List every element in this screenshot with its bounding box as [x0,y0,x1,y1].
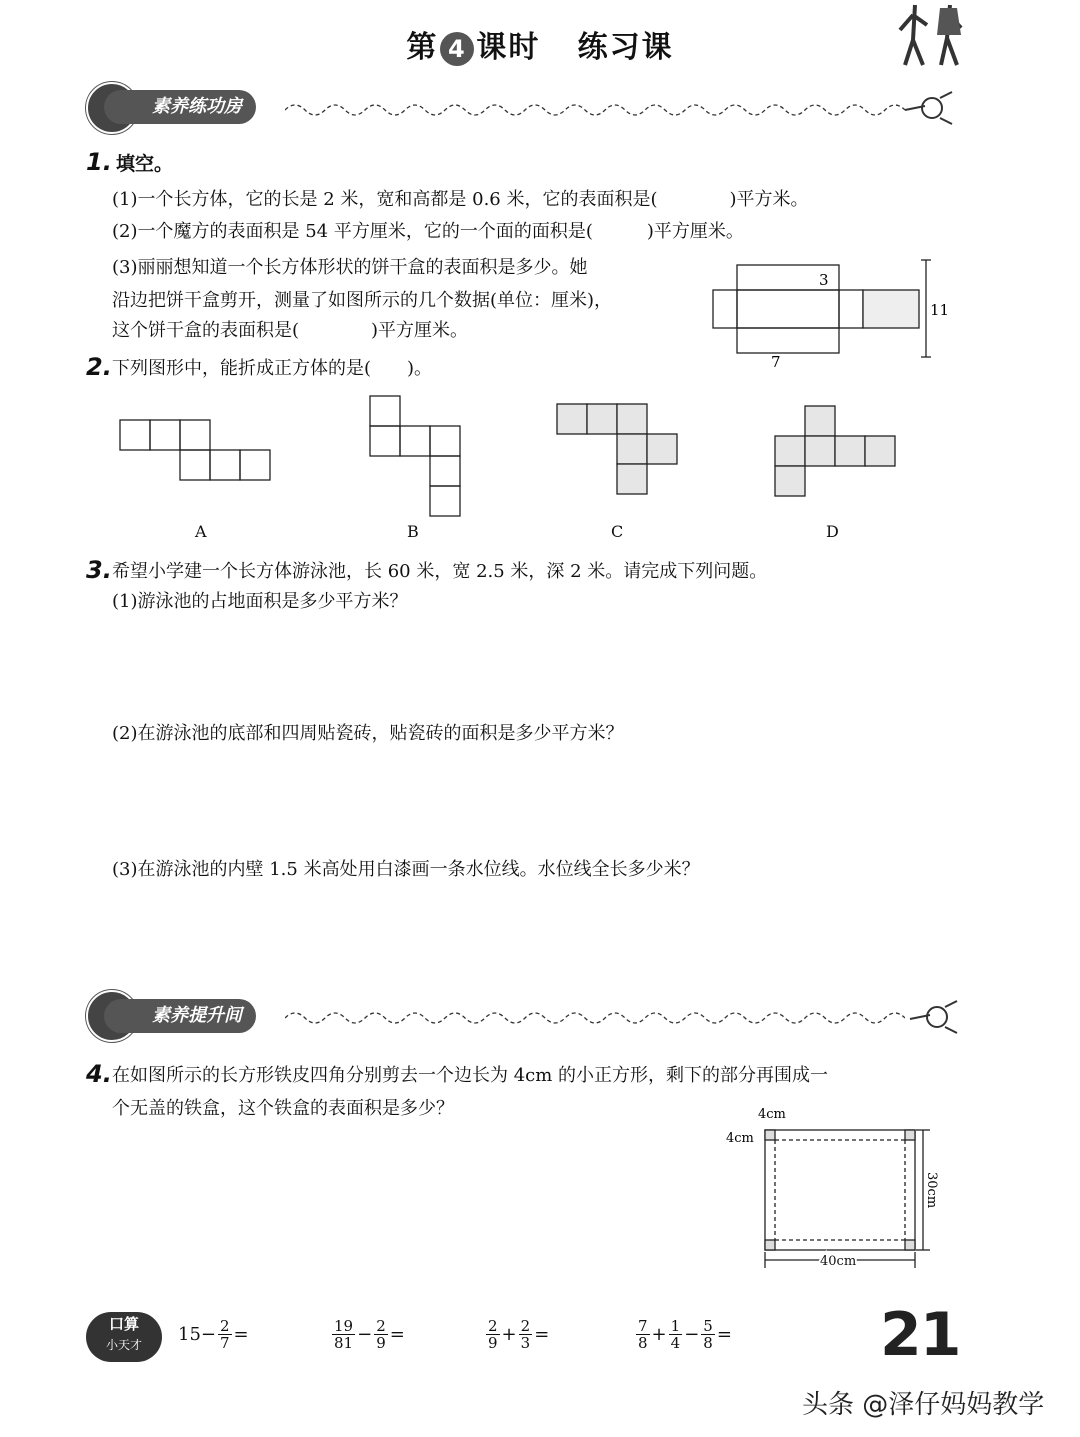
watermark: 头条 @泽仔妈妈教学 [802,1390,1045,1420]
net-option-a [120,420,270,480]
q4-line-2: 个无盖的铁盒，这个铁盒的表面积是多少？ [112,1098,454,1119]
q3-sub-2: (2)在游泳池的底部和四周贴瓷砖，贴瓷砖的面积是多少平方米？ [112,723,624,744]
p4-op2: − [684,1324,700,1345]
p3-bd: 3 [520,1334,531,1352]
section1-wavy-divider [285,95,905,125]
p4-cn: 5 [703,1317,713,1335]
oral-calc-badge [86,1312,162,1362]
oral-problem-1 [178,1318,249,1351]
q3-sub-3: (3)在游泳池的内壁 1.5 米高处用白漆画一条水位线。水位线全长多少米？ [112,859,700,880]
q3-number: 3. [86,556,112,584]
net-label-7: 7 [771,353,781,371]
oral-problem-2 [330,1318,405,1351]
q3-text: 希望小学建一个长方体游泳池，长 60 米，宽 2.5 米，深 2 米。请完成下列问题。 [112,561,768,582]
q2-number: 2. [86,353,112,381]
q4-number: 4. [86,1060,112,1088]
q3-sub-1: (1)游泳池的占地面积是多少平方米？ [112,591,408,612]
p2-bn: 2 [376,1317,386,1335]
cube-nets-figures [110,390,930,520]
p3-bn: 2 [520,1317,531,1335]
q1-item-1: (1)一个长方体，它的长是 2 米，宽和高都是 0.6 米，它的表面积是( )平方米。 [112,189,809,210]
section2-banner: 素养提升间 [104,999,256,1033]
net-label-11: 11 [930,301,950,319]
p2-an: 19 [334,1317,354,1335]
section2-wavy-divider [285,1003,905,1033]
q1-number: 1. [86,148,112,176]
oral-problem-3 [484,1318,549,1351]
students-illustration-icon [895,0,975,70]
oral-badge-top: 口算 [108,1315,139,1333]
p2-frac-a [332,1318,355,1351]
q1-item-3-line1: (3)丽丽想知道一个长方体形状的饼干盒的表面积是多少。她 [112,257,588,278]
p1-op: − [200,1324,216,1345]
lesson-number-badge: 4 [440,32,474,66]
p4-cd: 8 [703,1334,713,1352]
option-b-label: B [407,522,419,541]
q1-item-2: (2)一个魔方的表面积是 54 平方厘米，它的一个面的面积是( )平方厘米。 [112,221,744,242]
p1-fn: 2 [220,1317,230,1335]
q1-item-3-line3: 这个饼干盒的表面积是( )平方厘米。 [112,320,469,341]
p4-frac-a [636,1318,650,1351]
box-net-figure [705,255,955,375]
p3-op: + [501,1324,517,1345]
p1-a: 15 [178,1324,201,1345]
airplane-icon-2 [905,997,960,1037]
q1-title: 填空。 [116,153,174,175]
oral-badge-bottom: 小天才 [105,1338,142,1352]
p4-frac-c [701,1318,715,1351]
p1-fd: 7 [220,1334,230,1352]
p1-frac [218,1318,232,1351]
sheet-height-label: 30cm [924,1172,939,1209]
net-option-b [370,396,460,516]
p3-ad: 9 [488,1334,498,1352]
title-lesson-type: 练习课 [577,30,674,65]
p4-ad: 8 [638,1334,648,1352]
p2-ad: 81 [334,1334,354,1352]
net-option-c [557,404,677,494]
p3-frac-b [519,1318,533,1351]
iron-sheet-figure [720,1102,960,1282]
sheet-top-label: 4cm [758,1107,786,1122]
p2-bd: 9 [376,1334,386,1352]
p4-bd: 4 [670,1334,681,1352]
p4-bn: 1 [670,1317,681,1335]
q4-line-1: 在如图所示的长方形铁皮四角分别剪去一个边长为 4cm 的小正方形，剩下的部分再围成一 [112,1065,829,1086]
net-option-d [775,406,895,496]
option-a-label: A [195,522,207,541]
sheet-width-label: 40cm [820,1254,857,1269]
option-c-label: C [611,522,624,541]
p4-frac-b [669,1318,683,1351]
page-number: 21 [880,1300,960,1370]
oral-problem-4 [634,1318,732,1351]
p3-an: 2 [488,1317,498,1335]
p3-eq: = [534,1324,550,1345]
p2-op: − [357,1324,373,1345]
net-label-3: 3 [819,271,829,289]
p1-eq: = [233,1324,249,1345]
section1-banner: 素养练功房 [104,90,256,124]
p2-eq: = [389,1324,405,1345]
option-d-label: D [826,522,839,541]
p2-frac-b [374,1318,388,1351]
p4-an: 7 [638,1317,648,1335]
title-prefix: 第 [406,30,439,65]
q1-item-3-line2: 沿边把饼干盒剪开，测量了如图所示的几个数据(单位：厘米)， [112,290,613,311]
p4-op1: + [651,1324,667,1345]
p4-eq: = [716,1324,732,1345]
airplane-icon [900,88,955,128]
sheet-side-label: 4cm [726,1131,754,1146]
q2-text: 下列图形中，能折成正方体的是( )。 [112,358,433,379]
p3-frac-a [486,1318,500,1351]
title-suffix: 课时 [476,30,541,65]
